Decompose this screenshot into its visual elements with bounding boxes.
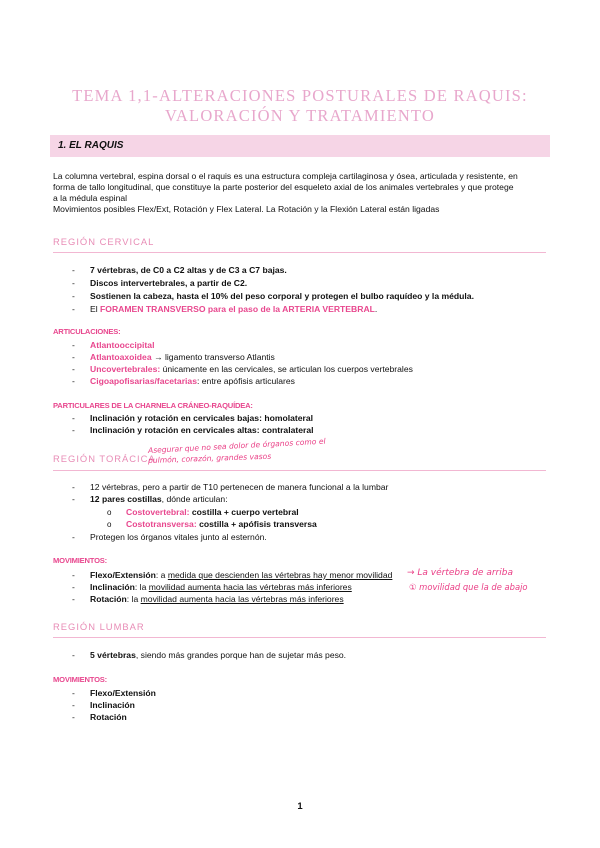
list-item: - El FORAMEN TRANSVERSO para el paso de la ARTERIA VERTEBRAL. (72, 304, 378, 314)
region-cervical-rule (53, 252, 546, 253)
list-item: - 12 pares costillas, dónde articulan: (72, 494, 228, 504)
section-header-band (50, 135, 550, 157)
list-item: - Inclinación y rotación en cervicales altas: contralateral (72, 425, 314, 435)
page-title-line-2: VALORACIÓN Y TRATAMIENTO (164, 106, 436, 125)
list-item: - Sostienen la cabeza, hasta el 10% del peso corporal y protegen el bulbo raquídeo y la médula. (72, 291, 474, 301)
region-lumbar-heading: REGIÓN LUMBAR (53, 621, 145, 632)
list-item: - Uncovertebrales: únicamente en las cervicales, se articulan los cuerpos vertebrales (72, 364, 413, 374)
handwritten-note-mobility-2: ① movilidad que la de abajo (409, 582, 528, 592)
intro-line-4: Movimientos posibles Flex/Ext, Rotación y Flex Lateral. La Rotación y la Flexión Lateral están ligadas (53, 204, 440, 214)
handwritten-note-mobility-1: → La vértebra de arriba (407, 568, 513, 578)
charnela-heading: PARTICULARES DE LA CHARNELA CRÁNEO-RAQUÍDEA: (53, 401, 253, 410)
list-item: - Inclinación y rotación en cervicales bajas: homolateral (72, 413, 314, 423)
sub-list-item: o Costovertebral: costilla + cuerpo vertebral (107, 507, 299, 517)
intro-line-1: La columna vertebral, espina dorsal o el raquis es una estructura compleja cartilaginosa y ósea, articulada y resistente, en (53, 171, 518, 181)
handwritten-note-organs-1: Asegurar que no sea dolor de órganos como el (147, 436, 326, 455)
list-item: - Atlantoaxoidea → ligamento transverso Atlantis (72, 352, 275, 362)
list-item: - 7 vértebras, de C0 a C2 altas y de C3 a C7 bajas. (72, 265, 287, 275)
section-title: 1. EL RAQUIS (58, 140, 124, 151)
list-item: - 12 vértebras, pero a partir de T10 pertenecen de manera funcional a la lumbar (72, 482, 389, 492)
sub-list-item: o Costotransversa: costilla + apófisis transversa (107, 519, 317, 529)
region-lumbar-rule (53, 637, 546, 638)
list-item: - Flexo/Extensión: a medida que descienden las vértebras hay menor movilidad (72, 570, 393, 580)
region-toracica-rule (53, 470, 546, 471)
list-item: - Inclinación: la movilidad aumenta hacia las vértebras más inferiores (72, 582, 352, 592)
page-number: 1 (297, 801, 303, 812)
list-item: - Inclinación (72, 700, 135, 710)
list-item: - 5 vértebras, siendo más grandes porque han de sujetar más peso. (72, 650, 347, 660)
articulaciones-heading: ARTICULACIONES: (53, 327, 121, 336)
intro-line-3: a la médula espinal (53, 193, 128, 203)
list-item: - Protegen los órganos vitales junto al esternón. (72, 532, 267, 542)
list-item: - Cigoapofisarias/facetarias: entre apófisis articulares (72, 376, 295, 386)
handwritten-note-organs-2: pulmón, corazón, grandes vasos (147, 451, 272, 465)
list-item: - Discos intervertebrales, a partir de C2. (72, 278, 248, 288)
region-toracica-heading: REGIÓN TORÁCICA (53, 453, 156, 464)
intro-line-2: forma de tallo longitudinal, que constituye la parte posterior del esqueleto axial de los animales vertebrales y que protege (53, 182, 514, 192)
region-cervical-heading: REGIÓN CERVICAL (53, 236, 155, 247)
list-item: - Rotación (72, 712, 127, 722)
movimientos-toracica-heading: MOVIMIENTOS: (53, 556, 107, 565)
page-title-line-1: TEMA 1,1-ALTERACIONES POSTURALES DE RAQUIS: (72, 86, 528, 105)
list-item: - Rotación: la movilidad aumenta hacia las vértebras más inferiores (72, 594, 344, 604)
movimientos-lumbar-heading: MOVIMIENTOS: (53, 675, 107, 684)
list-item: - Flexo/Extensión (72, 688, 156, 698)
list-item: - Atlantooccipital (72, 340, 155, 350)
